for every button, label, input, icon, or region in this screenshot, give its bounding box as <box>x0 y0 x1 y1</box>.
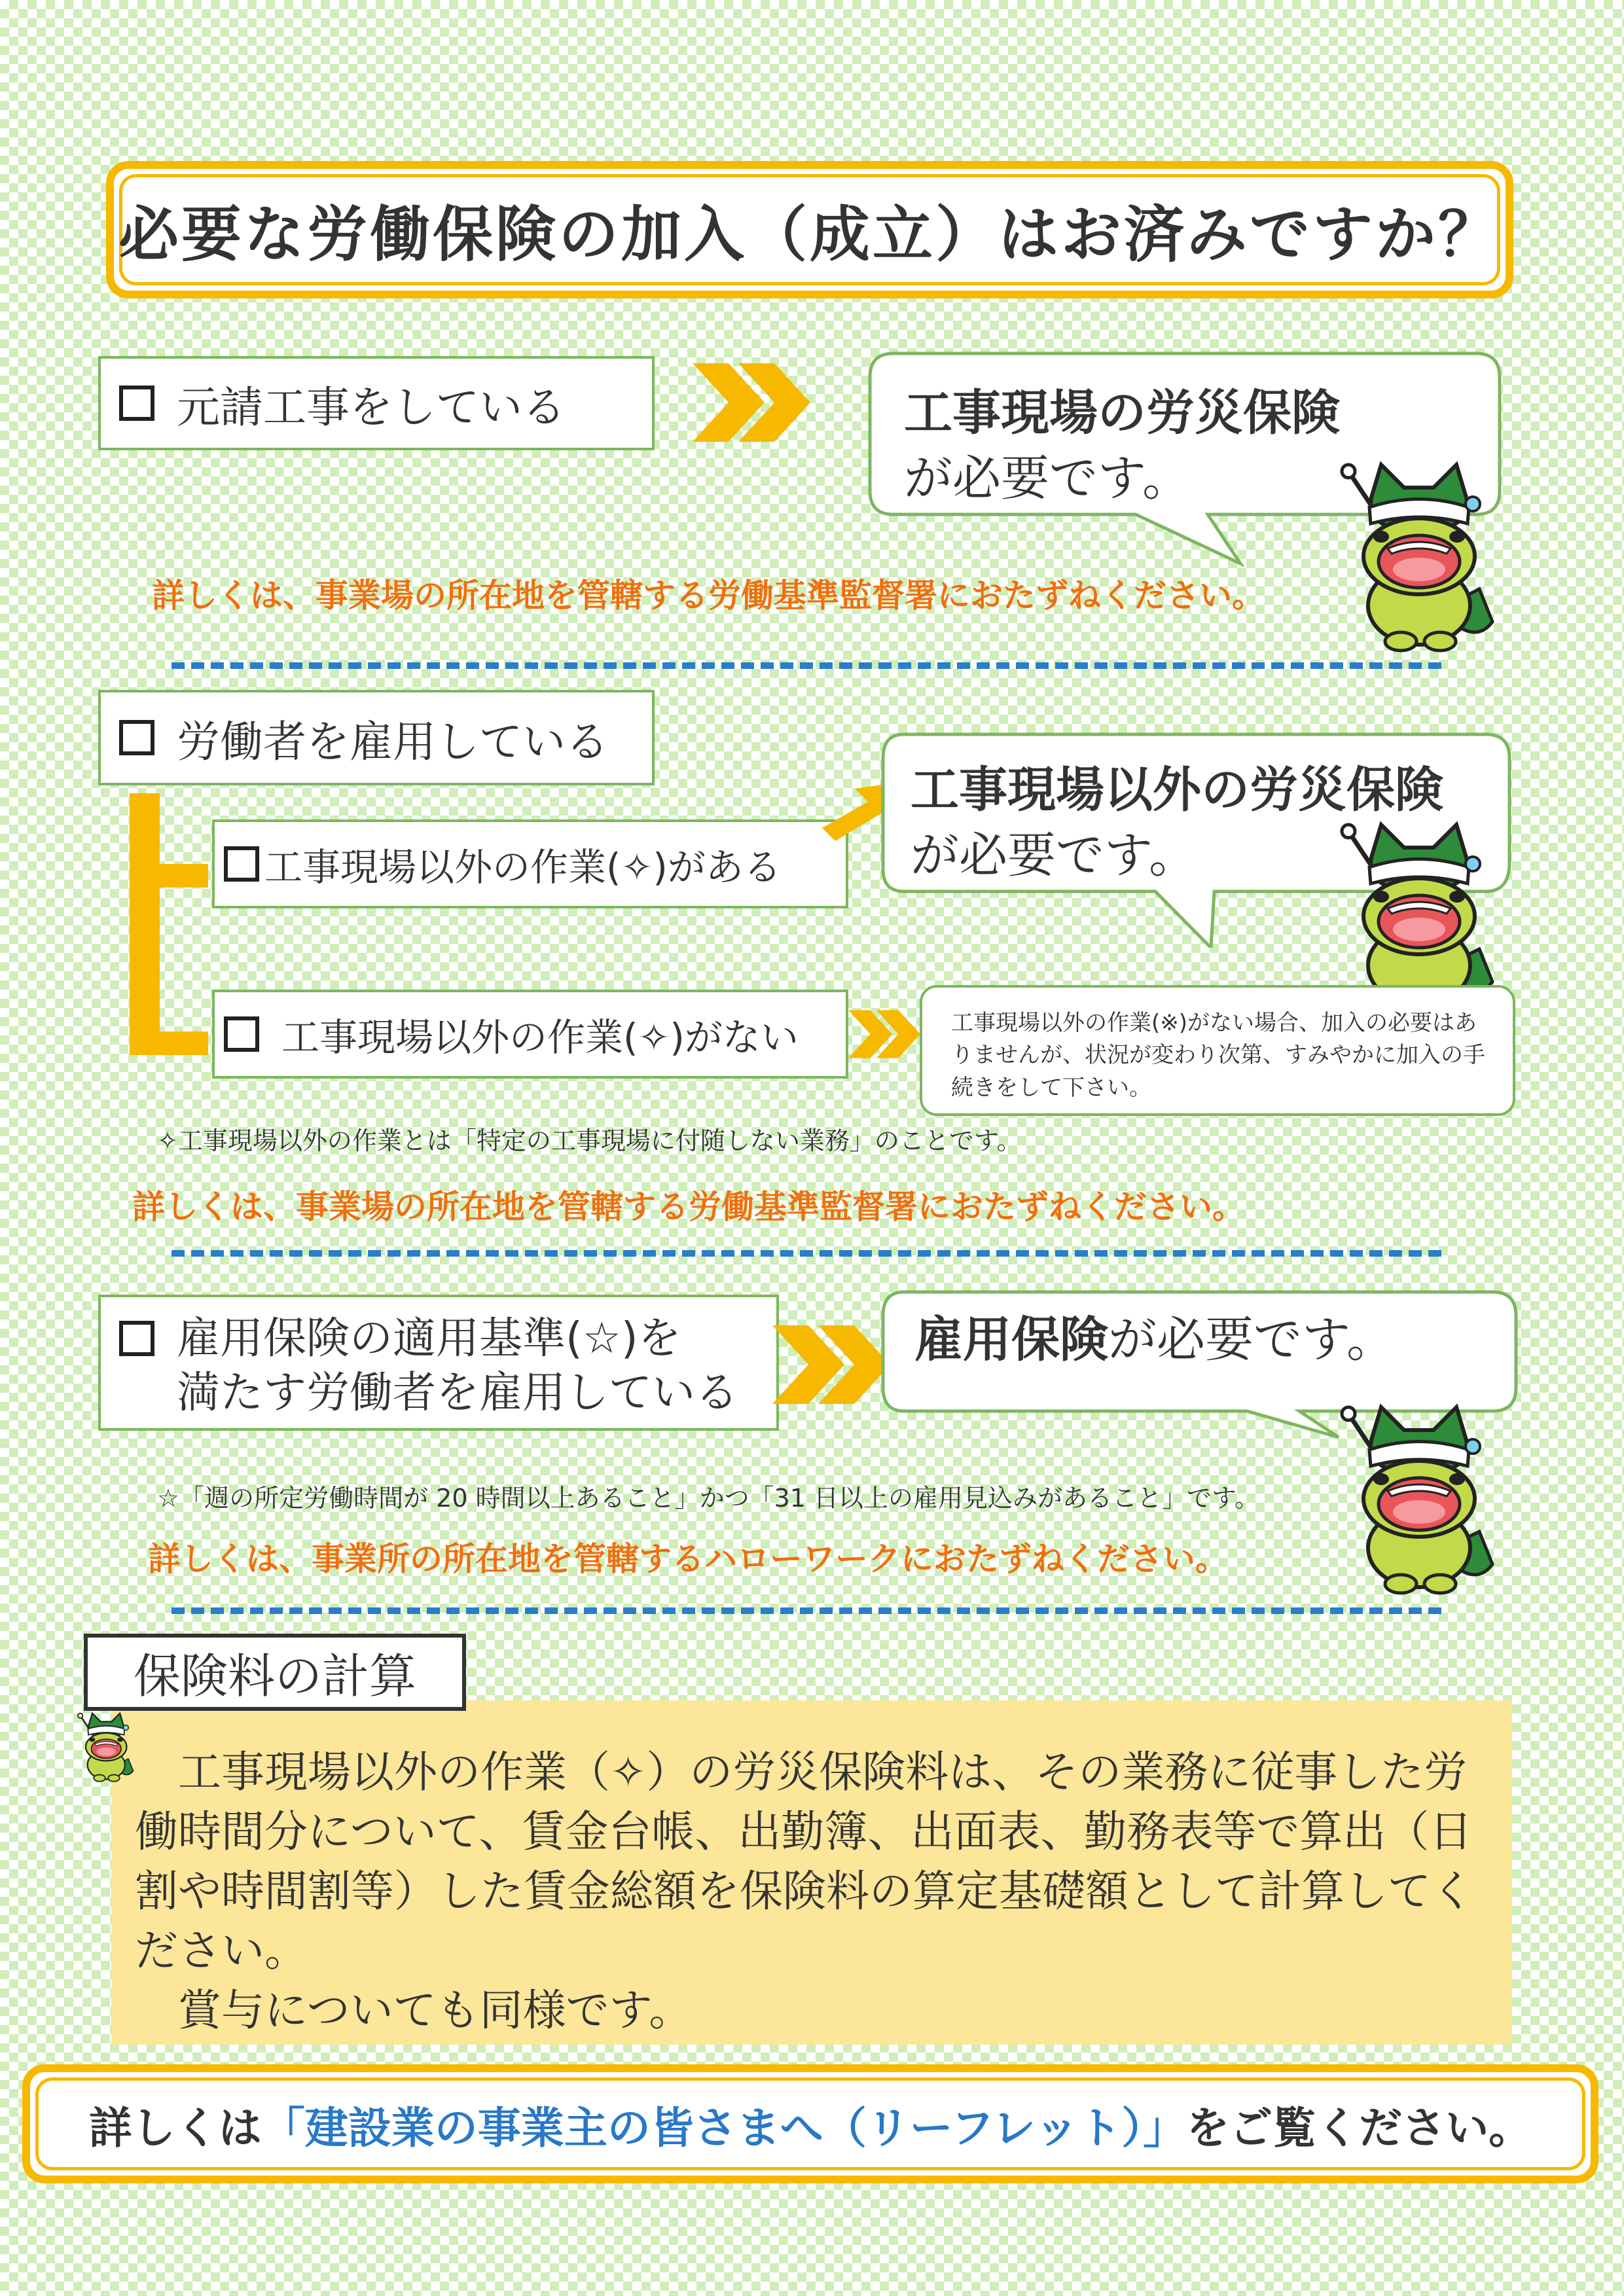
checkbox-icon[interactable] <box>224 1016 259 1052</box>
small-bubble-text: 工事現場以外の作業(※)がない場合、加入の必要はありませんが、状況が変わり次第、すみやかに加入の手続きをして下さい。 <box>951 1010 1485 1101</box>
checkbox-label: 元請工事をしている <box>177 382 566 433</box>
footer-suffix: をご覧ください。 <box>1186 2102 1532 2153</box>
calculation-label: 保険料の計算 <box>84 1634 466 1711</box>
bubble-rest-text: が必要です。 <box>904 450 1191 507</box>
page-title: 必要な労働保険の加入（成立）はお済みですか？ <box>118 200 1501 270</box>
frog-mascot-icon <box>1316 1401 1525 1600</box>
checkbox-non-site-work-no[interactable] <box>212 990 848 1079</box>
speech-bubble-no-non-site-work <box>920 985 1515 1116</box>
leaflet-link[interactable]: 「建設業の事業主の皆さまへ（リーフレット）」 <box>261 2102 1187 2153</box>
bubble-bold-text: 雇用保険 <box>914 1312 1108 1368</box>
calculation-body <box>111 1700 1512 2045</box>
double-chevron-icon <box>693 363 810 442</box>
checkbox-icon[interactable] <box>119 1321 154 1356</box>
checkbox-label: 工事現場以外の作業(✧)がある <box>264 845 782 889</box>
checkbox-employment-insurance[interactable] <box>98 1295 779 1431</box>
inquiry-text-1: 詳しくは、事業場の所在地を管轄する労働基準監督署におたずねください。 <box>152 577 1265 615</box>
double-chevron-icon <box>848 1005 920 1064</box>
inquiry-text-3: 詳しくは、事業所の所在地を管轄するハローワークにおたずねください。 <box>148 1540 1228 1578</box>
bubble-bold-text: 工事現場の労災保険 <box>904 385 1340 441</box>
inquiry-text-2: 詳しくは、事業場の所在地を管轄する労働基準監督署におたずねください。 <box>132 1188 1245 1226</box>
bubble-rest-text: が必要です。 <box>1108 1312 1396 1368</box>
footnote-employment-criteria: ☆「週の所定労働時間が 20 時間以上あること」かつ「31 日以上の雇用見込みがあること」です。 <box>157 1484 1259 1513</box>
footer-prefix: 詳しくは <box>88 2102 262 2153</box>
bracket-branch-lower <box>130 1031 208 1055</box>
checkbox-label-line2: 満たす労働者を雇用している <box>177 1367 738 1418</box>
bubble-bold-text: 工事現場以外の労災保険 <box>911 762 1443 818</box>
checkbox-non-site-work-yes[interactable] <box>212 819 848 908</box>
section-divider <box>171 1607 1441 1614</box>
checkbox-label: 工事現場以外の作業(✧)がない <box>281 1015 799 1060</box>
section-divider <box>171 1250 1441 1257</box>
checkbox-label <box>177 1312 738 1420</box>
bracket-branch-upper <box>130 864 208 888</box>
footer-box <box>22 2064 1598 2183</box>
section-divider <box>171 662 1441 669</box>
checkbox-icon[interactable] <box>119 386 154 421</box>
calculation-paragraph-2: 賞与についても同様です。 <box>178 1985 693 2036</box>
checkbox-label: 労働者を雇用している <box>177 716 609 767</box>
frog-mascot-icon <box>1316 458 1525 657</box>
checkbox-label-line1: 雇用保険の適用基準(☆)を <box>177 1313 681 1363</box>
frog-mascot-small-icon <box>71 1711 143 1785</box>
bracket-line <box>130 793 160 1055</box>
checkbox-prime-contract[interactable] <box>98 356 655 450</box>
bubble-rest-text: が必要です。 <box>911 827 1198 884</box>
footnote-non-site-work: ✧工事現場以外の作業とは「特定の工事現場に付随しない業務」のことです。 <box>157 1126 1022 1155</box>
footer-text <box>89 2093 1532 2155</box>
checkbox-icon[interactable] <box>119 720 154 755</box>
double-chevron-icon <box>772 1325 890 1404</box>
calculation-paragraph-1: 工事現場以外の作業（✧）の労災保険料は、その業務に従事した労働時間分について、賃金台帳、出勤簿、出面表、勤務表等で算出（日割や時間割等）した賃金総額を保険料の算定基礎額として計算してください。 <box>135 1747 1474 1977</box>
checkbox-employing-workers[interactable] <box>98 690 655 785</box>
title-box <box>106 161 1513 298</box>
checkbox-icon[interactable] <box>224 846 259 882</box>
